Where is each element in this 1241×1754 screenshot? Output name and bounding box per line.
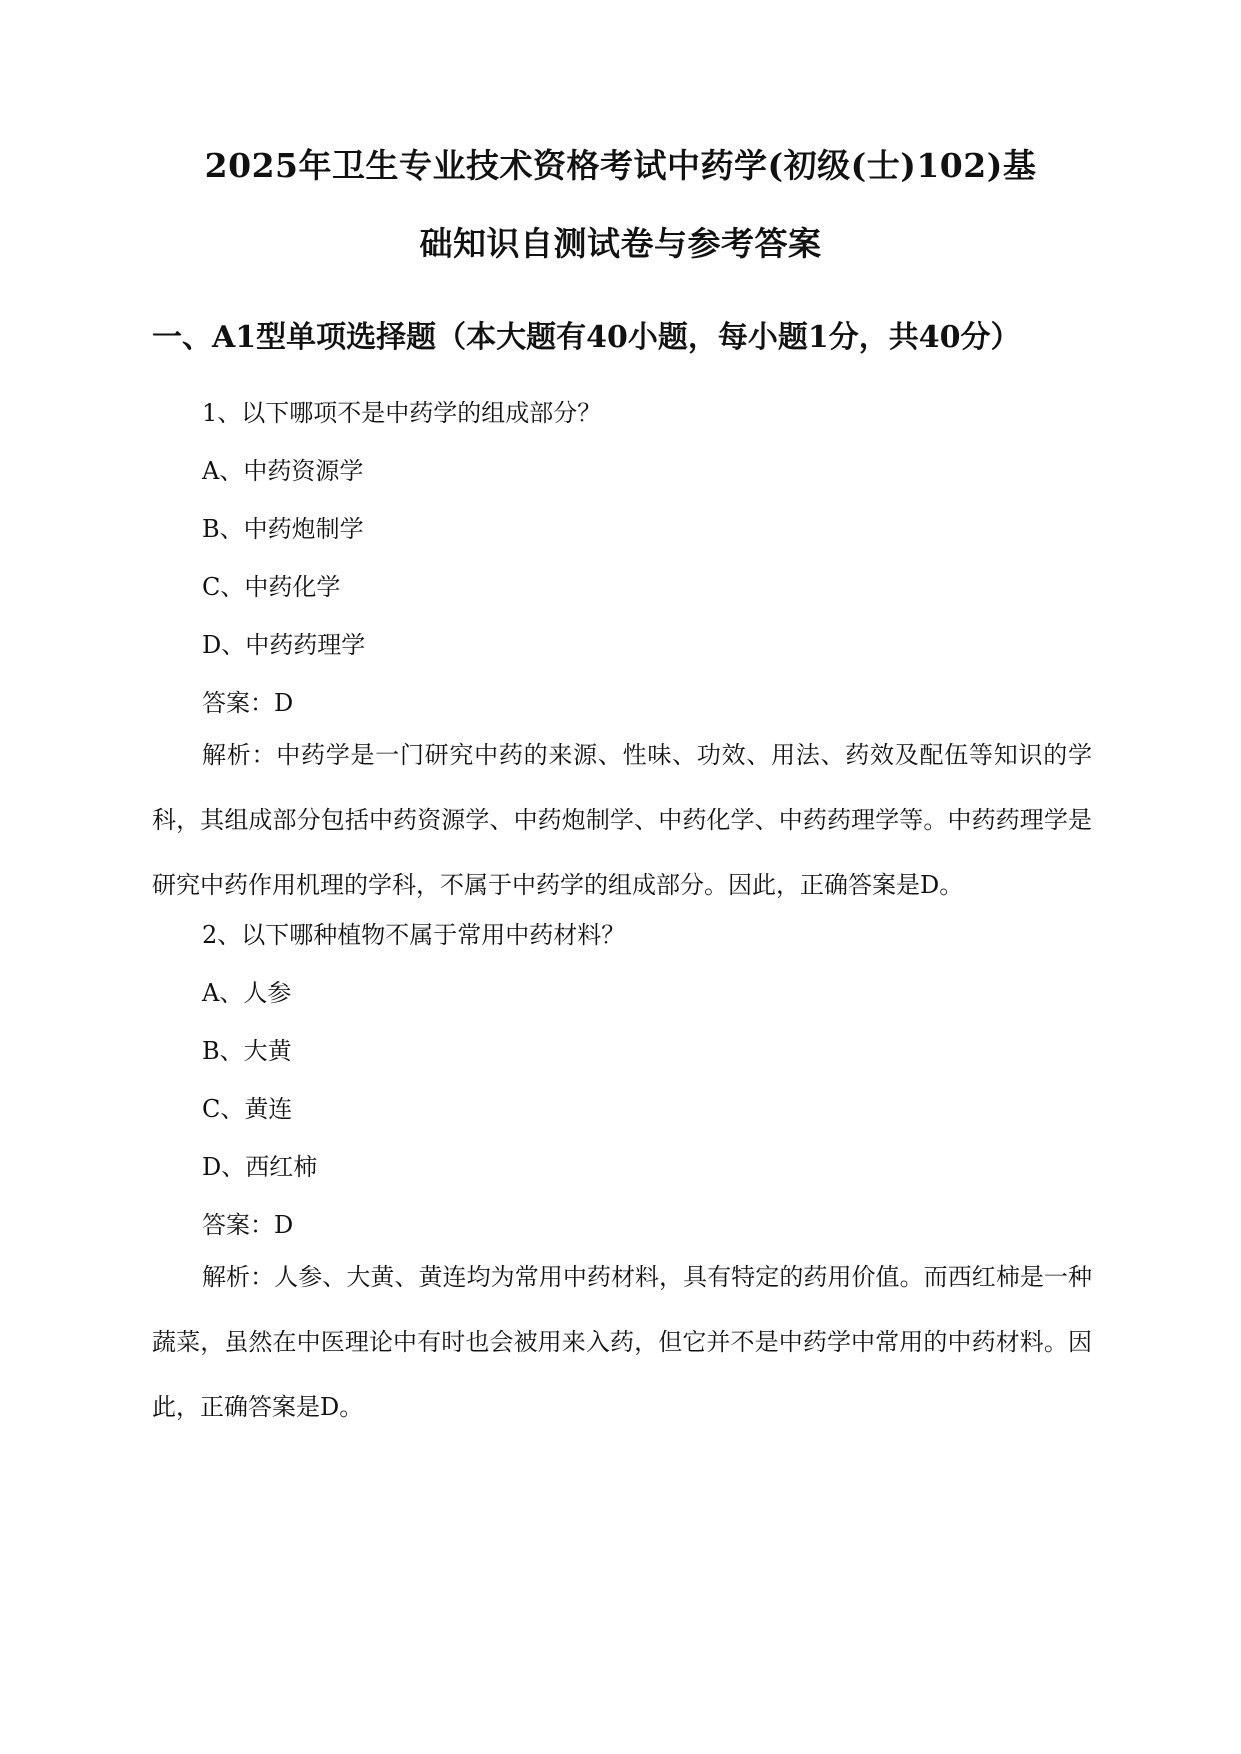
question-2-stem: 2、以下哪种植物不属于常用中药材料？ — [202, 921, 626, 949]
question-1-option-d: D、中药药理学 — [202, 631, 366, 659]
question-1-explanation: 解析：中药学是一门研究中药的来源、性味、功效、用法、药效及配伍等知识的学科，其组成部分包括中药资源学、中药炮制学、中药化学、中药药理学等。中药药理学是研究中药作用机理的学科，不属于中药学的组成部分。因此，正确答案是D。 — [152, 741, 1092, 899]
question-1-stem: 1、以下哪项不是中药学的组成部分？ — [202, 399, 602, 427]
question-2-option-d: D、西红柿 — [202, 1153, 318, 1181]
question-2-explanation: 解析：人参、大黄、黄连均为常用中药材料，具有特定的药用价值。而西红柿是一种蔬菜，虽然在中医理论中有时也会被用来入药，但它并不是中药学中常用的中药材料。因此，正确答案是D。 — [152, 1263, 1092, 1421]
question-1-answer: 答案：D — [202, 689, 294, 717]
document-title-line-1: 2025年卫生专业技术资格考试中药学(初级(士)102)基 — [204, 146, 1037, 185]
question-1-option-a: A、中药资源学 — [202, 457, 364, 485]
question-2-option-c: C、黄连 — [202, 1095, 293, 1123]
question-2-option-a: A、人参 — [202, 979, 292, 1007]
question-1-option-b: B、中药炮制学 — [202, 515, 364, 543]
question-2-answer: 答案：D — [202, 1211, 294, 1239]
question-1-option-c: C、中药化学 — [202, 573, 341, 601]
document-title-line-2: 础知识自测试卷与参考答案 — [419, 224, 822, 263]
question-2-option-b: B、大黄 — [202, 1037, 292, 1065]
section-heading: 一、A1型单项选择题（本大题有40小题，每小题1分，共40分） — [152, 320, 1021, 355]
